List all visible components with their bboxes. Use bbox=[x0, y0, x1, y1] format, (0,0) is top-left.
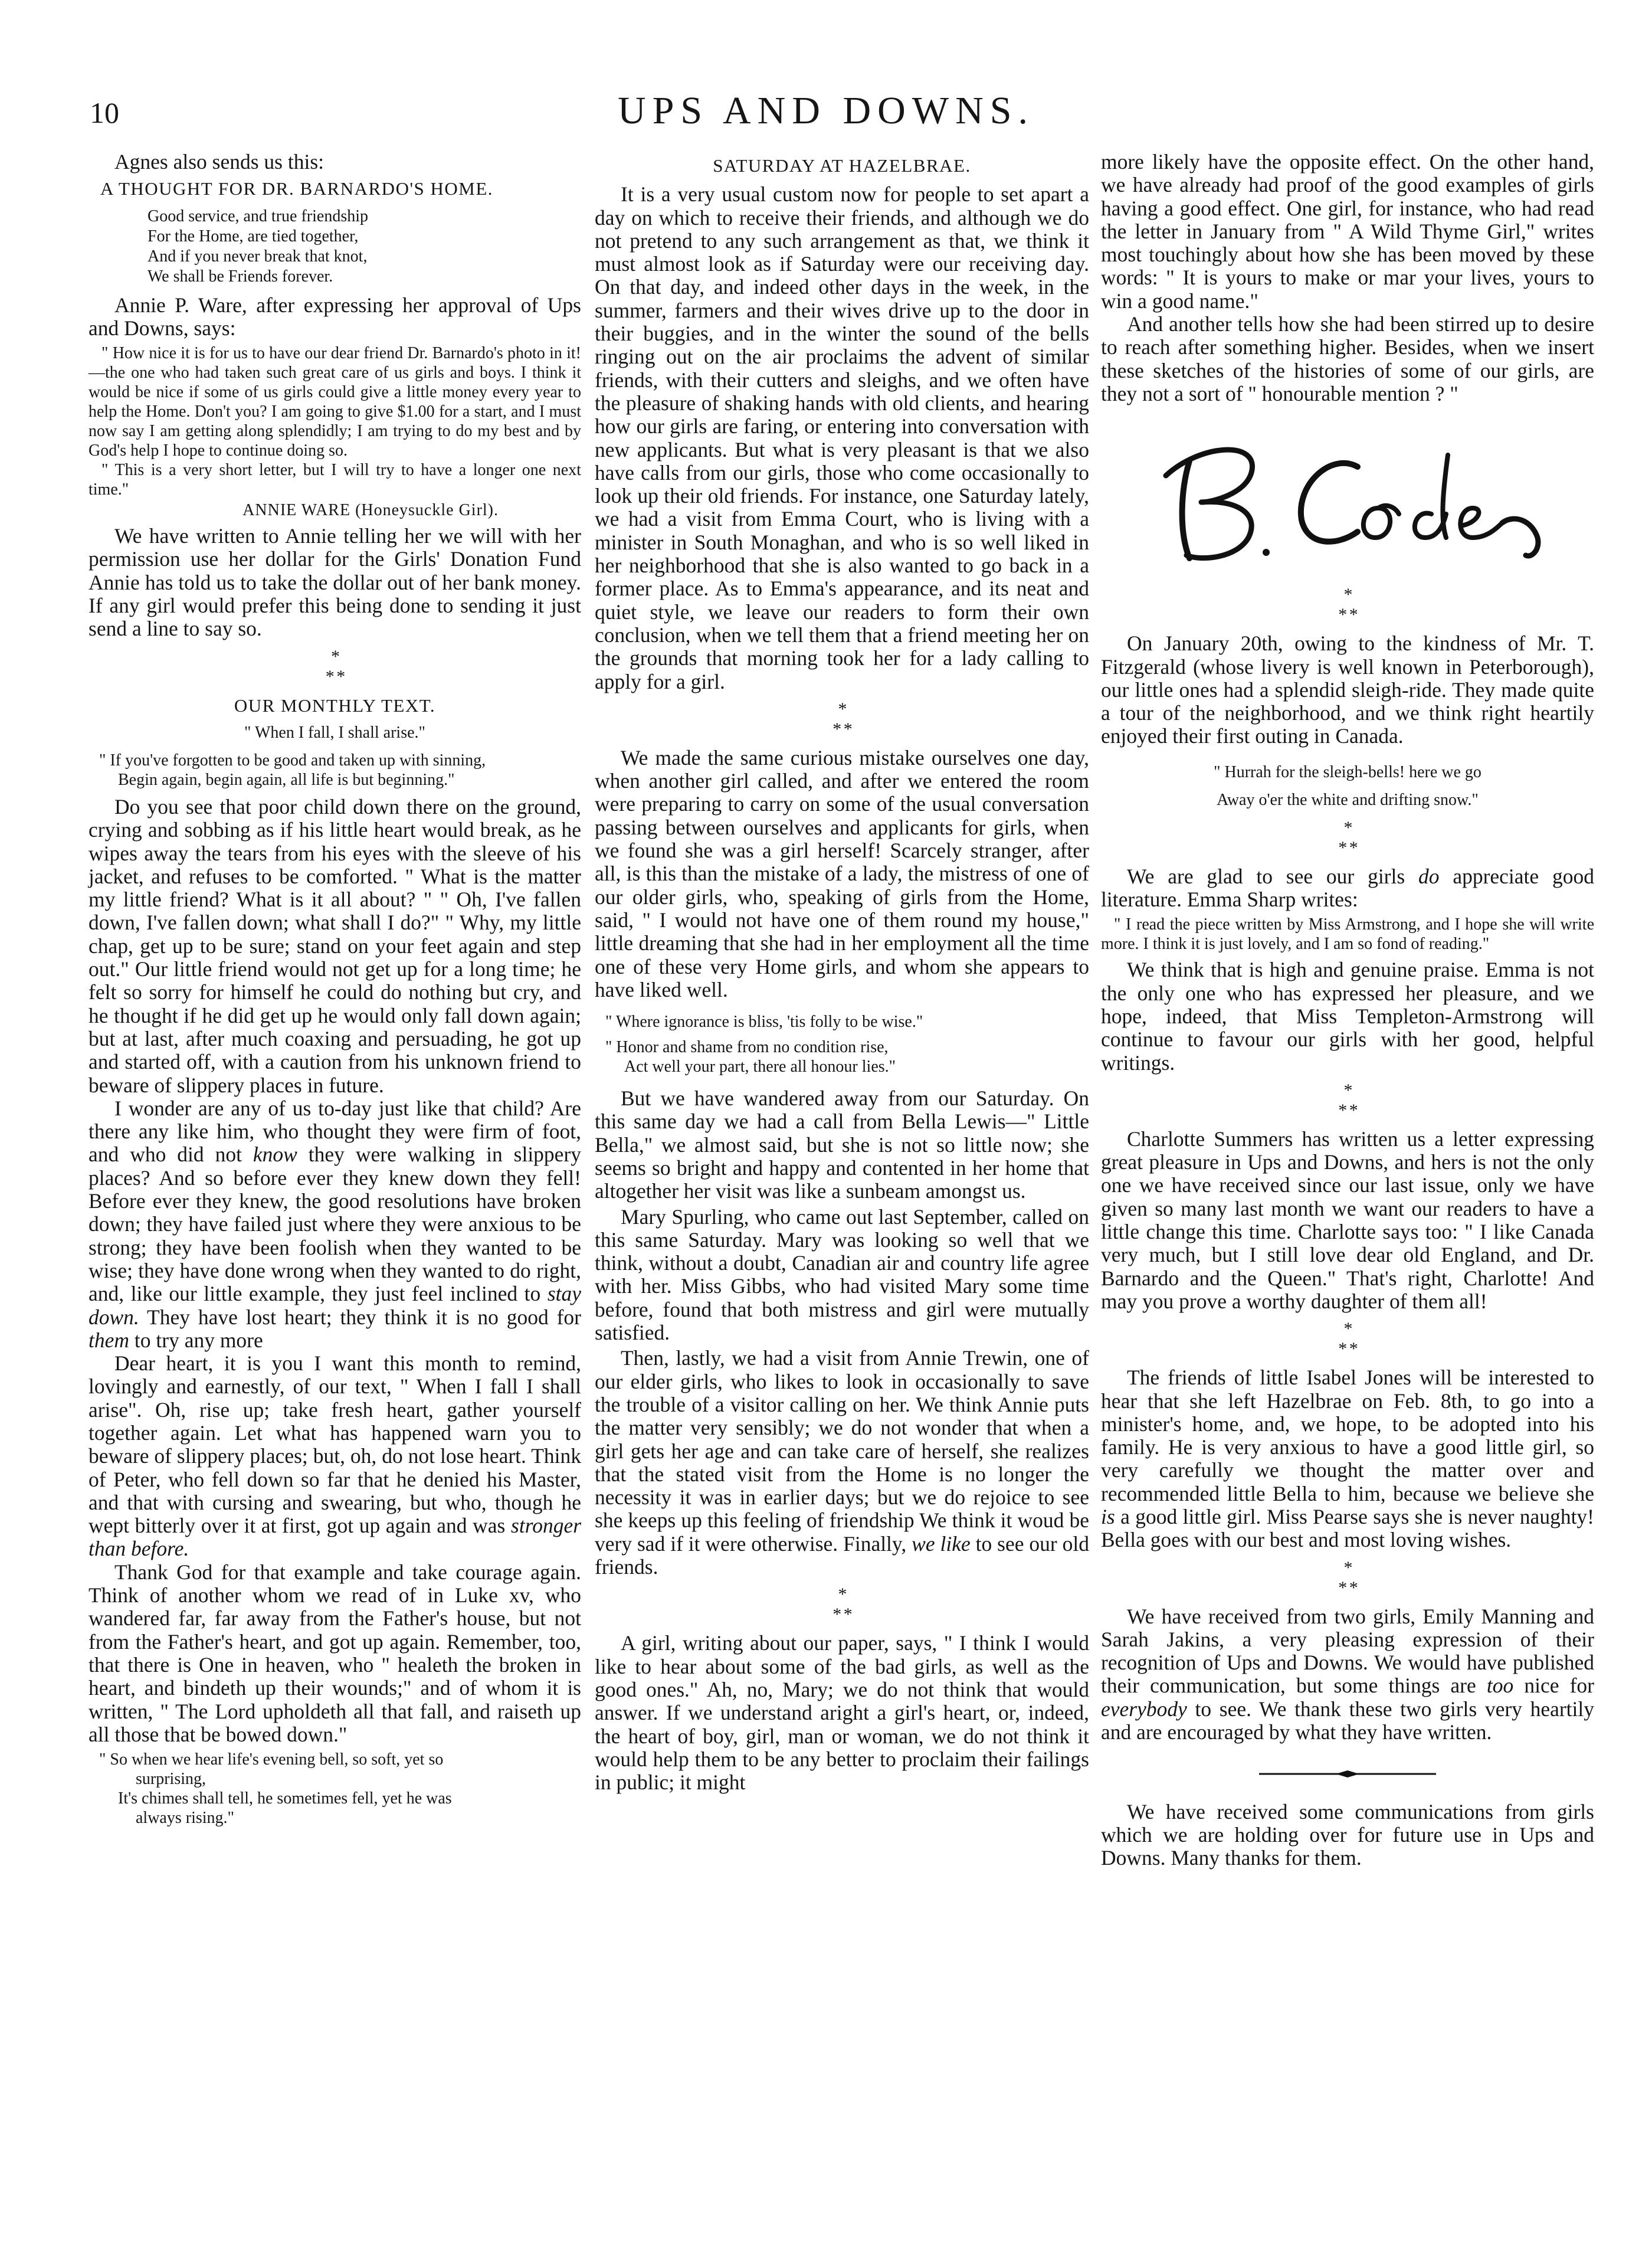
italic-run: do bbox=[1418, 864, 1440, 888]
poem bbox=[88, 207, 581, 287]
verse-line: Begin again, begin again, all life is but beginning." bbox=[118, 770, 455, 789]
charlotte-paragraph: Charlotte Summers has written us a letter expressing great pleasure in Ups and Downs, and hers is not the only one we have received since our last issue, only we have given so many last month we want our readers to have a little change this time. Charlotte says too: " I like Canada very much, but I still love dear old England, and Dr. Barnardo and the Queen." That's right, Charlotte! And may you prove a worthy daughter of them all! bbox=[1101, 1127, 1594, 1313]
verse-line: " If you've forgotten to be good and taken up with sinning, bbox=[99, 751, 486, 770]
mistake-paragraph: We made the same curious mistake ourselves one day, when another girl called, and after we entered the room were preparing to carry on some of the usual conversation passing between ourselves and applicants for girls, when we found she was a girl herself! Scarcely stranger, after all, is this than the mistake of a lady, the mistress of one of our older girls, who, speaking of girls from the Home, said, " I would not have one of them round my house," little dreaming that she had in her employment all the time one of these very Home girls, and whom she appears to have liked well. bbox=[595, 745, 1089, 1001]
verse-line: " Honor and shame from no condition rise, bbox=[605, 1038, 889, 1057]
asterism: * * * bbox=[1338, 1319, 1357, 1359]
text-run: appreciate good literature. Emma Sharp writes: bbox=[1101, 864, 1594, 912]
text-run: The friends of little Isabel Jones will be interested to hear that she left Hazelbrae on Feb. 8th, to go into a minister's home, and, we hope, to be adopted into his family. He is very anxious to have a good little girl, so very carefully we thought the matter over and recommended little Bella to him, because we believe she bbox=[1101, 1366, 1594, 1505]
column-1 bbox=[88, 150, 581, 1834]
asterism: * * * bbox=[325, 646, 345, 686]
running-title: UPS AND DOWNS. bbox=[618, 89, 1034, 132]
annie-signature: ANNIE WARE (Honeysuckle Girl). bbox=[242, 501, 499, 520]
poem-line: And if you never break that knot, bbox=[148, 247, 368, 266]
text-run: We have received from two girls, Emily Manning and Sarah Jakins, a very pleasing expression of their recognition of Ups and Downs. We would have published their communication, but some things are bbox=[1101, 1604, 1594, 1698]
text-run: a good little girl. Miss Pearse says she is never naughty! Bella goes with our best and most loving wishes. bbox=[1101, 1504, 1595, 1552]
end-verse bbox=[88, 1750, 581, 1828]
verse-line: " Where ignorance is bliss, 'tis folly to be wise." bbox=[605, 1013, 923, 1032]
annie-intro: Annie P. Ware, after expressing her approval of Ups and Downs, says: bbox=[88, 293, 581, 340]
sleigh-ride-paragraph: On January 20th, owing to the kindness of Mr. T. Fitzgerald (whose livery is well known in Peterborough), our little ones had a splendid sleigh-ride. They made quite a tour of the neighborhood, and we think right heartily enjoyed their first outing in Canada. bbox=[1101, 631, 1594, 748]
handwritten-signature bbox=[1125, 420, 1573, 573]
signature-b-code bbox=[1101, 414, 1594, 579]
annie-trewin-paragraph bbox=[595, 1347, 1089, 1579]
page-number: 10 bbox=[90, 96, 119, 129]
text-run: Dear heart, it is you I want this month to remind, lovingly and earnestly, of our text, " When I fall I shall arise". Oh, rise up; take fresh heart, gather yourself together again. Let what has happened warn you to beware of slippery places; but, oh, do not lose heart. Think of Peter, who fell down so far that he denied his Master, and that with cursing and swearing, but who, though he wept bitterly over it at first, got up again and was bbox=[88, 1351, 581, 1538]
monthly-text-heading: OUR MONTHLY TEXT. bbox=[234, 695, 436, 716]
final-paragraph: We have received some communications from girls which we are holding over for future use in Ups and Downs. Many thanks for them. bbox=[1101, 1799, 1594, 1870]
dear-heart-paragraph bbox=[88, 1352, 581, 1561]
annie-letter-ps: " This is a very short letter, but I will try to have a longer one next time." bbox=[88, 461, 581, 499]
glad-paragraph bbox=[1101, 865, 1594, 912]
italic-run: know bbox=[253, 1142, 297, 1167]
column-2 bbox=[595, 150, 1089, 1794]
asterism: * * * bbox=[1338, 817, 1357, 857]
text-run: Then, lastly, we had a visit from Annie Trewin, one of our elder girls, who likes to look in occasionally to save the trouble of a visitor calling on her. We think Annie puts the matter very sensibly; we do not wonder that when a girl gets her age and can take care of herself, she realizes that the stated visit from the Home is no longer the necessity it was in earlier days; but we do rejoice to see she keeps up this feeling of friendship We think it woud be very sad if it were otherwise. Finally, bbox=[595, 1346, 1089, 1556]
girl-writing-paragraph: A girl, writing about our paper, says, " I think I would like to hear about some of the bad girls, as well as the good ones." Ah, no, Mary; we do not think that would answer. If we understand aright a girl's heart, or, indeed, the heart of boy, girl, man or woman, we do not think it would help them to be any better to proclaim their failings in public; it might bbox=[595, 1631, 1089, 1795]
wandered-paragraph: But we have wandered away from our Saturday. On this same day we had a call from Bella Lewis—" Little Bella," we almost said, but she is not so little now; she seems so bright and happy and contented in her home that altogether her visit was like a sunbeam amongst us. bbox=[595, 1086, 1089, 1203]
column-3 bbox=[1101, 150, 1594, 1870]
verse-line: " So when we hear life's evening bell, so soft, yet so bbox=[99, 1750, 444, 1769]
poem-line: For the Home, are tied together, bbox=[148, 227, 359, 245]
child-paragraph: Do you see that poor child down there on the ground, crying and sobbing as if his little heart would break, as he wipes away the tears from his eyes with the sleeve of his jacket, and refuses to be comforted. " What is the matter my little friend? What is it all about? " " Oh, I've fallen down, I've fallen down; what shall I do?" " Why, my little chap, get up to be sure; stand on your feet again and step out." Our little friend would not get up for a long time; he felt so sorry for himself he could do nothing but cry, and he thought if he did get up he would only fall down again; but at last, after much coaxing and persuading, he got up and started off, with a caution from his unknown friend to beware of slippery places in future. bbox=[88, 794, 581, 1097]
emma-quote-text: " I read the piece written by Miss Armstrong, and I hope she will write more. I think it is just lovely, and I am so fond of reading." bbox=[1101, 915, 1594, 954]
dollar-paragraph: We have written to Annie telling her we will with her permission use her dollar for the Girls' Donation Fund Annie has told us to take the dollar out of her bank money. If any girl would prefer this being done to sending it just send a line to say so. bbox=[88, 524, 581, 641]
poem-title: A THOUGHT FOR DR. BARNARDO'S HOME. bbox=[100, 178, 494, 199]
hazelbrae-heading: SATURDAY AT HAZELBRAE. bbox=[713, 155, 971, 176]
italic-run: stronger than before. bbox=[88, 1514, 582, 1561]
verse-line: It's chimes shall tell, he sometimes fell, yet he was bbox=[118, 1789, 452, 1808]
sleigh-verse-line: " Hurrah for the sleigh-bells! here we go bbox=[1214, 762, 1481, 781]
decorative-rule bbox=[1101, 1762, 1594, 1785]
custom-paragraph: It is a very usual custom now for people to set apart a day on which to receive their friends, and although we do not pretend to any such arrangement as that, we think it must almost look as if Saturday were our receiving day. On that day, and indeed other days in the week, in the summer, farmers and their wives drive up to the door in their buggies, and in the winter the sound of the bells ringing out on the air proclaims the advent of similar friends, with their cutters and sleighs, and we often have the pleasure of shaking hands with old clients, and hearing how our girls are faring, or entering into conversation with new applicants. But what is very pleasant is that we also have calls from our girls, those who come occasionally to look up their old friends. For instance, one Saturday lately, we had a visit from Emma Court, who is living with a minister in South Monaghan, and who is so well liked in her neighborhood that she is also wanted to go back in a former place. As to Emma's appearance, and its neat and quiet style, we leave our readers to form their own conclusion, when we tell them that a friend meeting her on the grounds that morning took her for a lady calling to apply for a girl. bbox=[595, 182, 1089, 693]
asterism: * * * bbox=[1338, 1557, 1357, 1597]
verse bbox=[88, 751, 581, 790]
italic-run: everybody bbox=[1101, 1697, 1187, 1721]
text-run: We are glad to see our girls bbox=[1127, 864, 1405, 888]
two-girls-paragraph bbox=[1101, 1605, 1594, 1744]
page-header bbox=[0, 89, 1652, 142]
text-run: nice for bbox=[1524, 1674, 1595, 1698]
text-run: to see our old friends. bbox=[595, 1531, 1089, 1579]
verse-line: Act well your part, there all honour lies." bbox=[624, 1058, 896, 1076]
praise-paragraph: We think that is high and genuine praise. Emma is not the only one who has expressed her pleasure, and we hope, indeed, that Miss Templeton-Armstrong will continue to favour our girls with her good, helpful writings. bbox=[1101, 958, 1594, 1075]
poem-line: We shall be Friends forever. bbox=[148, 267, 333, 286]
asterism: * * * bbox=[832, 1585, 851, 1625]
text-run: to try any more bbox=[134, 1328, 263, 1352]
verse-line: always rising." bbox=[136, 1809, 234, 1828]
emma-quote bbox=[1101, 915, 1594, 954]
italic-run: stay down. bbox=[88, 1282, 582, 1329]
asterism: * * * bbox=[832, 699, 851, 739]
agnes-intro: Agnes also sends us this: bbox=[114, 150, 324, 173]
text-quote: " When I fall, I shall arise." bbox=[244, 723, 425, 742]
sleigh-verse-line: Away o'er the white and drifting snow." bbox=[1217, 790, 1479, 809]
text-run: to see. We thank these two girls very heartily and are encouraged by what they have written. bbox=[1101, 1697, 1594, 1744]
text-run: They have lost heart; they think it is no good for bbox=[147, 1305, 582, 1329]
isabel-paragraph bbox=[1101, 1366, 1594, 1551]
annie-letter-body: " How nice it is for us to have our dear friend Dr. Barnardo's photo in it!—the one who had taken such great care of us girls and boys. I think it would be nice if some of us girls could give a little money every year to help the Home. Don't you? I am going to give $1.00 for a start, and I must now say I am getting along splendidly; I am trying to do my best and by God's help I hope to continue doing so. bbox=[88, 344, 581, 460]
continued-paragraph: more likely have the opposite effect. On the other hand, we have already had proof of the good examples of girls having a good effect. One girl, for instance, who had read the letter in January from " A Wild Thyme Girl," writes most touchingly about how she has been moved by these words: " It is yours to make or mar your lives, yours to win a good name." bbox=[1101, 150, 1594, 313]
text-run: they were walking in slippery places? And so before ever they knew down they fell! Before ever they knew, the good resolutions have broken down; they have failed just where they were anxious to be strong; they have been foolish when they wanted to be wise; they have done wrong when they wanted to do right, and, like our little example, they just feel inclined to bbox=[88, 1142, 582, 1306]
annie-letter bbox=[88, 343, 581, 520]
italic-run: them bbox=[88, 1328, 130, 1352]
asterism: * * * bbox=[1338, 585, 1357, 625]
wonder-paragraph bbox=[88, 1097, 581, 1352]
ornament-divider bbox=[1253, 1768, 1442, 1780]
italic-run: too bbox=[1486, 1674, 1514, 1698]
verse-line: surprising, bbox=[136, 1770, 206, 1789]
mary-paragraph: Mary Spurling, who came out last September, called on this same Saturday. Mary was looking so well that we think, without a doubt, Canadian air and country life agree with her. Miss Gibbs, who had visited Mary some time before, found that both mistress and girl were mutually satisfied. bbox=[595, 1204, 1089, 1345]
italic-run: is bbox=[1101, 1504, 1115, 1528]
verse bbox=[595, 1012, 1089, 1076]
asterism: * * * bbox=[1338, 1080, 1357, 1120]
another-paragraph: And another tells how she had been stirred up to desire to reach after something higher. Besides, when we insert these sketches of the histories of some of our girls, are they not a sort of " honourable mention ? " bbox=[1101, 312, 1594, 405]
poem-line: Good service, and true friendship bbox=[148, 207, 368, 225]
text-run: I wonder are any of us to-day just like that child? Are there any like him, who thought they were firm of foot, and who did not bbox=[88, 1096, 581, 1167]
italic-run: we like bbox=[912, 1531, 971, 1556]
thank-god-paragraph: Thank God for that example and take courage again. Think of another whom we read of in Luke xv, who wandered far, far away from the Father's house, but not from the Father's heart, and got up again. Remember, too, that there is One in heaven, who " healeth the broken in heart, and bindeth up their wounds;" and of whom it is written, " The Lord upholdeth all that fall, and raiseth up all those that be bowed down." bbox=[88, 1560, 581, 1746]
